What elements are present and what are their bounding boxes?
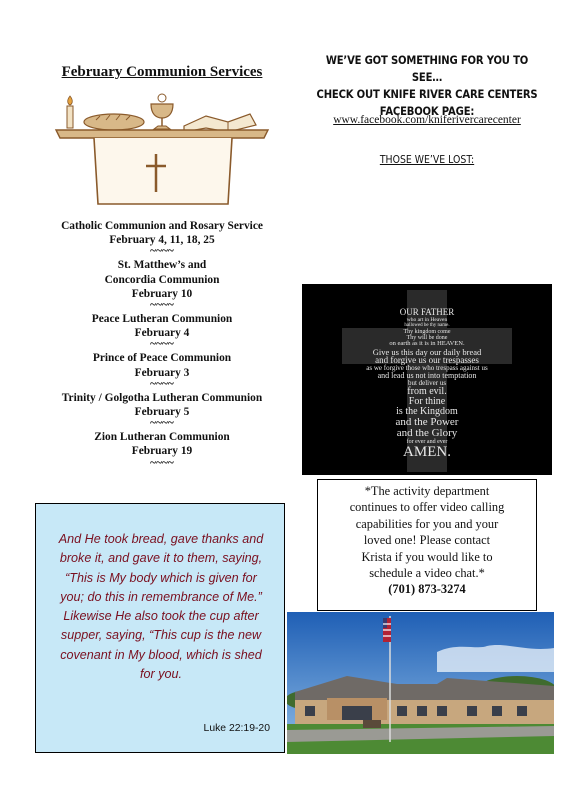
communion-service-line: St. Matthew’s and [117,259,207,272]
prayer-line: Thy kingdom come [403,329,451,335]
bible-verse-text [50,530,272,684]
communion-service [36,430,288,467]
communion-service-line: Catholic Communion and Rosary Service [61,220,263,232]
prayer-line: and lead us not into temptation [377,371,477,380]
facebook-heading-line: FACEBOOK PAGE: [379,104,475,118]
communion-service [36,351,288,388]
communion-service-line: Trinity / Golgotha Lutheran Communion [61,391,263,404]
those-lost-heading: THOSE WE’VE LOST: [379,153,475,166]
facebook-link[interactable]: www.facebook.com/kniferivercarecenter [333,114,521,126]
activity-notice [317,479,537,611]
prayer-line: on earth as it is in HEAVEN. [389,340,465,347]
prayer-line: OUR FATHER [399,307,455,317]
separator: ~~~~ [150,417,174,430]
verse-line: broke it, and gave it to them, saying, [59,551,263,566]
communion-service-line: February 5 [134,406,190,419]
bread-icon [84,114,144,130]
communion-service-line: Concordia Communion [104,273,220,286]
communion-service-line: February 3 [134,366,190,379]
lords-prayer-image [302,284,552,475]
communion-service [36,391,288,428]
verse-line: supper, saying, “This cup is the new [60,628,262,643]
care-center-photo [287,612,554,754]
bible-verse-reference: Luke 22:19-20 [203,723,270,734]
altar-illustration [52,92,274,207]
separator: ~~~~ [150,245,174,258]
prayer-line: from evil. [407,386,447,397]
communion-service-line: Peace Lutheran Communion [91,313,233,326]
facebook-heading-line: WE’VE GOT SOMETHING FOR YOU TO SEE… [325,53,529,84]
verse-line: covenant in My blood, which is shed [60,647,262,662]
facebook-heading-line: CHECK OUT KNIFE RIVER CARE CENTERS [316,87,538,101]
verse-line: And He took bread, gave thanks and [58,532,264,546]
prayer-line: For thine [408,396,446,407]
verse-line: Likewise He also took the cup after [63,609,259,624]
communion-service [36,219,288,256]
candle-icon [67,96,73,128]
communion-service-line: Prince of Peace Communion [92,352,232,365]
communion-service-line: February 19 [131,445,193,458]
prayer-line: but deliver us [407,379,447,387]
facebook-heading [312,52,543,120]
communion-service [36,258,288,310]
prayer-line: for ever and ever [406,439,448,445]
prayer-line: as we forgive those who trespass against us [366,364,488,372]
activity-phone: (701) 873-3274 [388,582,466,597]
separator: ~~~~ [150,377,174,390]
communion-service-line: February 10 [131,287,193,300]
separator: ~~~~ [150,338,174,351]
prayer-line: hallowed be thy name. [404,323,450,328]
activity-line: *The activity department [364,484,490,498]
separator: ~~~~ [150,299,174,312]
bible-verse-box [35,503,285,753]
prayer-line: AMEN. [403,444,451,460]
verse-line: you; do this in remembrance of Me.” [60,589,262,604]
prayer-line: is the Kingdom [396,406,458,417]
activity-line: schedule a video chat.* [369,566,485,581]
communion-service-line: February 4 [134,327,190,340]
activity-notice-text [318,483,536,581]
verse-line: for you. [140,667,182,682]
chalice-icon [151,94,173,129]
prayer-line: who art in Heaven [406,317,448,323]
prayer-line: Thy will be done [406,335,448,341]
activity-line: capabilities for you and your [355,516,499,531]
separator: ~~~~ [150,456,174,469]
activity-line: continues to offer video calling [349,500,505,515]
communion-service-line: Zion Lutheran Communion [94,431,230,444]
activity-line: loved one! Please contact [363,533,491,548]
communion-title: February Communion Services [61,64,263,80]
communion-service [36,312,288,349]
communion-service-line: February 4, 11, 18, 25 [109,234,215,247]
prayer-line: Give us this day our daily bread [372,346,482,357]
communion-schedule [36,219,288,470]
activity-line: Krista if you would like to [361,549,493,564]
prayer-line: and the Glory [396,427,458,439]
verse-line: “This is My body which is given for [65,570,257,585]
prayer-line: and the Power [395,416,459,428]
lords-prayer-text [302,308,552,460]
prayer-line: and forgive us our trespasses [375,355,479,365]
